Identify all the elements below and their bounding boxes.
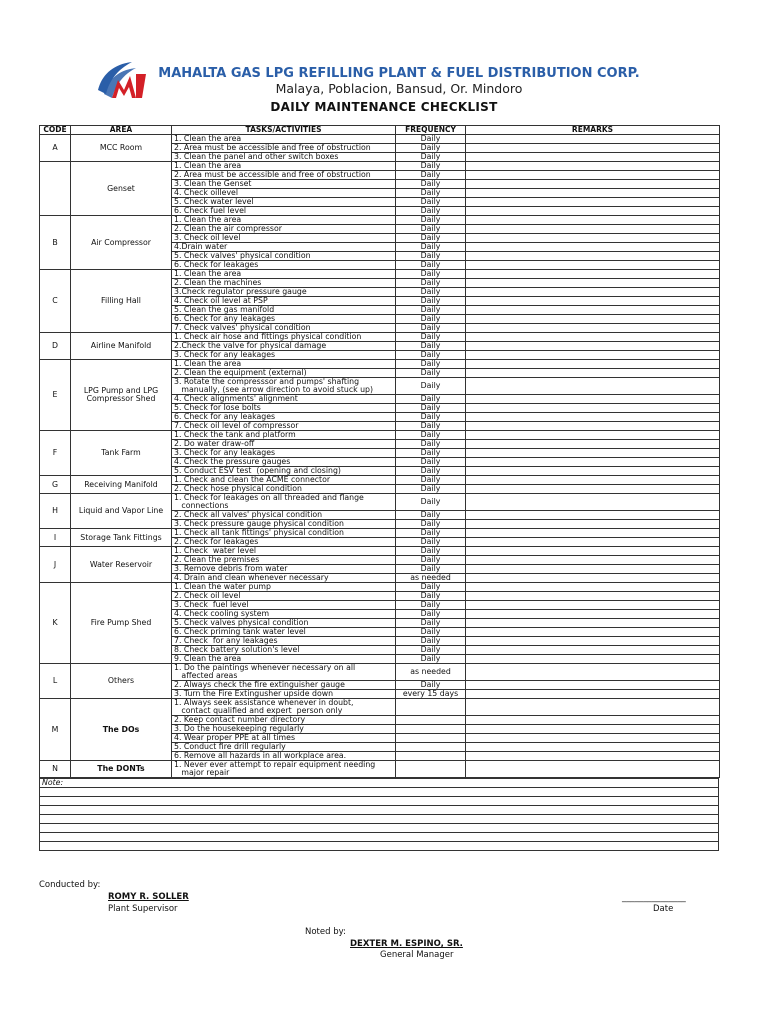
notes-line[interactable] [40, 842, 719, 851]
frequency-cell: Daily [396, 297, 466, 306]
frequency-cell: Daily [396, 216, 466, 225]
frequency-cell: Daily [396, 270, 466, 279]
frequency-cell: Daily [396, 243, 466, 252]
task-cell: 3. Clean the Genset [172, 180, 396, 189]
remarks-cell[interactable] [466, 449, 720, 458]
remarks-cell[interactable] [466, 333, 720, 342]
remarks-cell[interactable] [466, 725, 720, 734]
notes-row [40, 824, 719, 833]
task-cell: 6. Check for any leakages [172, 413, 396, 422]
remarks-cell[interactable] [466, 583, 720, 592]
area-name-cell: Storage Tank Fittings [71, 529, 172, 547]
noted-by-title: General Manager [380, 950, 454, 960]
remarks-cell[interactable] [466, 198, 720, 207]
task-cell: 2. Always check the fire extinguisher gauge [172, 681, 396, 690]
remarks-cell[interactable] [466, 162, 720, 171]
remarks-cell[interactable] [466, 619, 720, 628]
frequency-cell: Daily [396, 234, 466, 243]
task-cell: 1. Check all tank fittings' physical condition [172, 529, 396, 538]
table-row [40, 135, 720, 144]
remarks-cell[interactable] [466, 646, 720, 655]
date-signature-line: _______________ [622, 893, 686, 903]
table-row [40, 699, 720, 716]
remarks-cell[interactable] [466, 171, 720, 180]
remarks-cell[interactable] [466, 628, 720, 637]
task-cell: 1. Clean the area [172, 216, 396, 225]
remarks-cell[interactable] [466, 734, 720, 743]
remarks-cell[interactable] [466, 404, 720, 413]
frequency-cell: Daily [396, 413, 466, 422]
remarks-cell[interactable] [466, 511, 720, 520]
remarks-cell[interactable] [466, 180, 720, 189]
remarks-cell[interactable] [466, 690, 720, 699]
frequency-cell: Daily [396, 485, 466, 494]
conducted-by-title: Plant Supervisor [108, 904, 178, 914]
date-label: Date [653, 904, 674, 914]
notes-row [40, 779, 719, 788]
frequency-cell: Daily [396, 144, 466, 153]
notes-row [40, 788, 719, 797]
frequency-cell: Daily [396, 556, 466, 565]
notes-line[interactable] [40, 788, 719, 797]
remarks-cell[interactable] [466, 664, 720, 681]
frequency-cell: as needed [396, 664, 466, 681]
area-name-cell: Water Reservoir [71, 547, 172, 583]
frequency-cell: Daily [396, 458, 466, 467]
frequency-cell: every 15 days [396, 690, 466, 699]
frequency-cell: Daily [396, 135, 466, 144]
remarks-cell[interactable] [466, 761, 720, 778]
task-cell: 2. Clean the premises [172, 556, 396, 565]
frequency-cell: Daily [396, 378, 466, 395]
frequency-cell: as needed [396, 574, 466, 583]
area-name-cell: Receiving Manifold [71, 476, 172, 494]
task-cell: 5. Conduct fire drill regularly [172, 743, 396, 752]
remarks-cell[interactable] [466, 234, 720, 243]
noted-by-name: DEXTER M. ESPINO, SR. [350, 939, 463, 949]
notes-line[interactable] [40, 833, 719, 842]
remarks-cell[interactable] [466, 538, 720, 547]
task-cell: 1. Clean the area [172, 162, 396, 171]
column-header-remarks: REMARKS [466, 126, 720, 135]
frequency-cell: Daily [396, 189, 466, 198]
area-code-cell: F [40, 431, 71, 476]
frequency-cell: Daily [396, 449, 466, 458]
frequency-cell: Daily [396, 422, 466, 431]
area-code-cell [40, 162, 71, 216]
task-cell: 2. Clean the equipment (external) [172, 369, 396, 378]
task-cell: 2. Area must be accessible and free of obstruction [172, 171, 396, 180]
remarks-cell[interactable] [466, 743, 720, 752]
task-cell: 3. Remove debris from water [172, 565, 396, 574]
task-cell: 7. Check for any leakages [172, 637, 396, 646]
remarks-cell[interactable] [466, 752, 720, 761]
area-code-cell: J [40, 547, 71, 583]
frequency-cell [396, 752, 466, 761]
maintenance-checklist-table [39, 125, 720, 778]
table-row [40, 216, 720, 225]
notes-line[interactable] [40, 815, 719, 824]
remarks-cell[interactable] [466, 529, 720, 538]
column-header-frequency: FREQUENCY [396, 126, 466, 135]
frequency-cell: Daily [396, 520, 466, 529]
frequency-cell: Daily [396, 351, 466, 360]
area-code-cell: D [40, 333, 71, 360]
frequency-cell: Daily [396, 225, 466, 234]
notes-line[interactable] [40, 797, 719, 806]
frequency-cell [396, 716, 466, 725]
task-cell: 1. Check water level [172, 547, 396, 556]
remarks-cell[interactable] [466, 135, 720, 144]
task-cell: 3. Check for any leakages [172, 449, 396, 458]
area-code-cell: B [40, 216, 71, 270]
area-name-cell: Others [71, 664, 172, 699]
task-cell: 2. Check oil level [172, 592, 396, 601]
remarks-cell[interactable] [466, 458, 720, 467]
area-code-cell: N [40, 761, 71, 778]
remarks-cell[interactable] [466, 189, 720, 198]
document-title: DAILY MAINTENANCE CHECKLIST [270, 100, 498, 114]
frequency-cell: Daily [396, 342, 466, 351]
frequency-cell: Daily [396, 619, 466, 628]
remarks-cell[interactable] [466, 351, 720, 360]
task-cell: 5. Clean the gas manifold [172, 306, 396, 315]
table-row [40, 476, 720, 485]
remarks-cell[interactable] [466, 440, 720, 449]
remarks-cell[interactable] [466, 494, 720, 511]
remarks-cell[interactable] [466, 153, 720, 162]
notes-label: Note: [40, 779, 719, 788]
frequency-cell: Daily [396, 538, 466, 547]
table-row [40, 664, 720, 681]
task-cell: 4.Drain water [172, 243, 396, 252]
frequency-cell: Daily [396, 583, 466, 592]
frequency-cell: Daily [396, 333, 466, 342]
task-cell: 3. Rotate the compresssor and pumps' shafting manually, (see arrow direction to avoid stuck up) [172, 378, 396, 395]
frequency-cell: Daily [396, 476, 466, 485]
task-cell: 4. Check the pressure gauges [172, 458, 396, 467]
table-row [40, 360, 720, 369]
task-cell: 3. Clean the panel and other switch boxes [172, 153, 396, 162]
noted-by-label: Noted by: [305, 927, 346, 937]
area-name-cell: Filling Hall [71, 270, 172, 333]
area-code-cell: E [40, 360, 71, 431]
task-cell: 6. Remove all hazards in all workplace area. [172, 752, 396, 761]
frequency-cell: Daily [396, 207, 466, 216]
task-cell: 1. Check air hose and fittings physical condition [172, 333, 396, 342]
task-cell: 2. Check all valves' physical condition [172, 511, 396, 520]
task-cell: 4. Check oillevel [172, 189, 396, 198]
table-header-row [40, 126, 720, 135]
notes-row [40, 833, 719, 842]
frequency-cell [396, 743, 466, 752]
area-code-cell: G [40, 476, 71, 494]
frequency-cell: Daily [396, 162, 466, 171]
task-cell: 1. Never ever attempt to repair equipment needing major repair [172, 761, 396, 778]
table-row [40, 529, 720, 538]
remarks-cell[interactable] [466, 485, 720, 494]
frequency-cell [396, 761, 466, 778]
remarks-cell[interactable] [466, 574, 720, 583]
area-code-cell: M [40, 699, 71, 761]
task-cell: 4. Wear proper PPE at all times [172, 734, 396, 743]
notes-row [40, 815, 719, 824]
checklist-body [40, 135, 720, 778]
area-name-cell: MCC Room [71, 135, 172, 162]
remarks-cell[interactable] [466, 556, 720, 565]
notes-row [40, 797, 719, 806]
remarks-cell[interactable] [466, 431, 720, 440]
task-cell: 6. Check for leakages [172, 261, 396, 270]
area-name-cell: LPG Pump and LPG Compressor Shed [71, 360, 172, 431]
frequency-cell: Daily [396, 646, 466, 655]
frequency-cell: Daily [396, 547, 466, 556]
area-name-cell: Tank Farm [71, 431, 172, 476]
remarks-cell[interactable] [466, 207, 720, 216]
column-header-tasks: TASKS/ACTIVITIES [172, 126, 396, 135]
task-cell: 1. Check and clean the ACME connector [172, 476, 396, 485]
task-cell: 2.Check the valve for physical damage [172, 342, 396, 351]
frequency-cell: Daily [396, 369, 466, 378]
task-cell: 2. Do water draw-off [172, 440, 396, 449]
frequency-cell [396, 725, 466, 734]
frequency-cell: Daily [396, 288, 466, 297]
frequency-cell: Daily [396, 637, 466, 646]
task-cell: 6. Check for any leakages [172, 315, 396, 324]
task-cell: 3. Turn the Fire Extingusher upside down [172, 690, 396, 699]
frequency-cell: Daily [396, 610, 466, 619]
frequency-cell: Daily [396, 431, 466, 440]
area-name-cell: Genset [71, 162, 172, 216]
conducted-by-label: Conducted by: [39, 880, 101, 890]
task-cell: 8. Check battery solution's level [172, 646, 396, 655]
task-cell: 5. Check valves physical condition [172, 619, 396, 628]
frequency-cell: Daily [396, 529, 466, 538]
frequency-cell: Daily [396, 279, 466, 288]
task-cell: 2. Clean the air compressor [172, 225, 396, 234]
remarks-cell[interactable] [466, 360, 720, 369]
remarks-cell[interactable] [466, 681, 720, 690]
remarks-cell[interactable] [466, 565, 720, 574]
frequency-cell: Daily [396, 681, 466, 690]
task-cell: 1. Clean the water pump [172, 583, 396, 592]
frequency-cell [396, 699, 466, 716]
table-row [40, 431, 720, 440]
task-cell: 3. Check oil level [172, 234, 396, 243]
remarks-cell[interactable] [466, 279, 720, 288]
task-cell: 3.Check regulator pressure gauge [172, 288, 396, 297]
task-cell: 4. Check cooling system [172, 610, 396, 619]
task-cell: 4. Check alignments' alignment [172, 395, 396, 404]
frequency-cell: Daily [396, 592, 466, 601]
area-code-cell: A [40, 135, 71, 162]
frequency-cell: Daily [396, 494, 466, 511]
task-cell: 3. Do the housekeeping regularly [172, 725, 396, 734]
notes-line[interactable] [40, 824, 719, 833]
area-code-cell: L [40, 664, 71, 699]
frequency-cell: Daily [396, 467, 466, 476]
frequency-cell: Daily [396, 252, 466, 261]
task-cell: 9. Clean the area [172, 655, 396, 664]
frequency-cell: Daily [396, 198, 466, 207]
table-row [40, 761, 720, 778]
remarks-cell[interactable] [466, 467, 720, 476]
frequency-cell: Daily [396, 565, 466, 574]
task-cell: 1. Check the tank and platform [172, 431, 396, 440]
task-cell: 1. Clean the area [172, 270, 396, 279]
remarks-cell[interactable] [466, 592, 720, 601]
remarks-cell[interactable] [466, 243, 720, 252]
frequency-cell: Daily [396, 395, 466, 404]
area-code-cell: H [40, 494, 71, 529]
remarks-cell[interactable] [466, 637, 720, 646]
frequency-cell: Daily [396, 153, 466, 162]
remarks-cell[interactable] [466, 252, 720, 261]
task-cell: 2. Check hose physical condition [172, 485, 396, 494]
frequency-cell: Daily [396, 360, 466, 369]
frequency-cell [396, 734, 466, 743]
company-address: Malaya, Poblacion, Bansud, Or. Mindoro [275, 81, 523, 96]
table-row [40, 162, 720, 171]
frequency-cell: Daily [396, 180, 466, 189]
task-cell: 2. Check for leakages [172, 538, 396, 547]
task-cell: 3. Check pressure gauge physical condition [172, 520, 396, 529]
area-name-cell: Fire Pump Shed [71, 583, 172, 664]
frequency-cell: Daily [396, 601, 466, 610]
remarks-cell[interactable] [466, 413, 720, 422]
area-code-cell: K [40, 583, 71, 664]
frequency-cell: Daily [396, 511, 466, 520]
remarks-cell[interactable] [466, 476, 720, 485]
task-cell: 3. Check fuel level [172, 601, 396, 610]
remarks-cell[interactable] [466, 699, 720, 716]
company-name: MAHALTA GAS LPG REFILLING PLANT & FUEL DISTRIBUTION CORP. [158, 66, 640, 81]
remarks-cell[interactable] [466, 225, 720, 234]
remarks-cell[interactable] [466, 315, 720, 324]
column-header-area: AREA [71, 126, 172, 135]
task-cell: 5. Check valves' physical condition [172, 252, 396, 261]
remarks-cell[interactable] [466, 422, 720, 431]
table-row [40, 333, 720, 342]
remarks-cell[interactable] [466, 378, 720, 395]
frequency-cell: Daily [396, 306, 466, 315]
frequency-cell: Daily [396, 440, 466, 449]
task-cell: 7. Check valves' physical condition [172, 324, 396, 333]
frequency-cell: Daily [396, 655, 466, 664]
remarks-cell[interactable] [466, 288, 720, 297]
frequency-cell: Daily [396, 404, 466, 413]
task-cell: 7. Check oil level of compressor [172, 422, 396, 431]
task-cell: 5. Check water level [172, 198, 396, 207]
remarks-cell[interactable] [466, 610, 720, 619]
area-code-cell: C [40, 270, 71, 333]
column-header-code: CODE [40, 126, 71, 135]
task-cell: 5. Conduct ESV test (opening and closing) [172, 467, 396, 476]
task-cell: 5. Check for lose bolts [172, 404, 396, 413]
task-cell: 1. Always seek assistance whenever in doubt, contact qualified and expert person only [172, 699, 396, 716]
frequency-cell: Daily [396, 315, 466, 324]
area-name-cell: The DONTs [71, 761, 172, 778]
task-cell: 4. Check oil level at PSP [172, 297, 396, 306]
notes-row [40, 806, 719, 815]
task-cell: 1. Do the paintings whenever necessary on all affected areas [172, 664, 396, 681]
remarks-cell[interactable] [466, 297, 720, 306]
task-cell: 6. Check fuel level [172, 207, 396, 216]
task-cell: 1. Check for leakages on all threaded and flange connections [172, 494, 396, 511]
frequency-cell: Daily [396, 628, 466, 637]
task-cell: 2. Clean the machines [172, 279, 396, 288]
task-cell: 1. Clean the area [172, 360, 396, 369]
area-name-cell: Airline Manifold [71, 333, 172, 360]
conducted-by-name: ROMY R. SOLLER [108, 892, 189, 902]
remarks-cell[interactable] [466, 144, 720, 153]
remarks-cell[interactable] [466, 395, 720, 404]
notes-line[interactable] [40, 806, 719, 815]
frequency-cell: Daily [396, 261, 466, 270]
remarks-cell[interactable] [466, 342, 720, 351]
table-row [40, 270, 720, 279]
remarks-cell[interactable] [466, 324, 720, 333]
frequency-cell: Daily [396, 324, 466, 333]
remarks-cell[interactable] [466, 547, 720, 556]
remarks-cell[interactable] [466, 216, 720, 225]
task-cell: 4. Drain and clean whenever necessary [172, 574, 396, 583]
remarks-cell[interactable] [466, 601, 720, 610]
task-cell: 2. Area must be accessible and free of obstruction [172, 144, 396, 153]
remarks-cell[interactable] [466, 261, 720, 270]
remarks-cell[interactable] [466, 369, 720, 378]
remarks-cell[interactable] [466, 306, 720, 315]
area-name-cell: The DOs [71, 699, 172, 761]
table-row [40, 547, 720, 556]
area-name-cell: Liquid and Vapor Line [71, 494, 172, 529]
remarks-cell[interactable] [466, 270, 720, 279]
notes-row [40, 842, 719, 851]
table-row [40, 583, 720, 592]
task-cell: 2. Keep contact number directory [172, 716, 396, 725]
remarks-cell[interactable] [466, 655, 720, 664]
remarks-cell[interactable] [466, 716, 720, 725]
area-name-cell: Air Compressor [71, 216, 172, 270]
frequency-cell: Daily [396, 171, 466, 180]
table-row [40, 494, 720, 511]
area-code-cell: I [40, 529, 71, 547]
task-cell: 3. Check for any leakages [172, 351, 396, 360]
task-cell: 6. Check priming tank water level [172, 628, 396, 637]
task-cell: 1. Clean the area [172, 135, 396, 144]
notes-table [39, 778, 719, 851]
remarks-cell[interactable] [466, 520, 720, 529]
